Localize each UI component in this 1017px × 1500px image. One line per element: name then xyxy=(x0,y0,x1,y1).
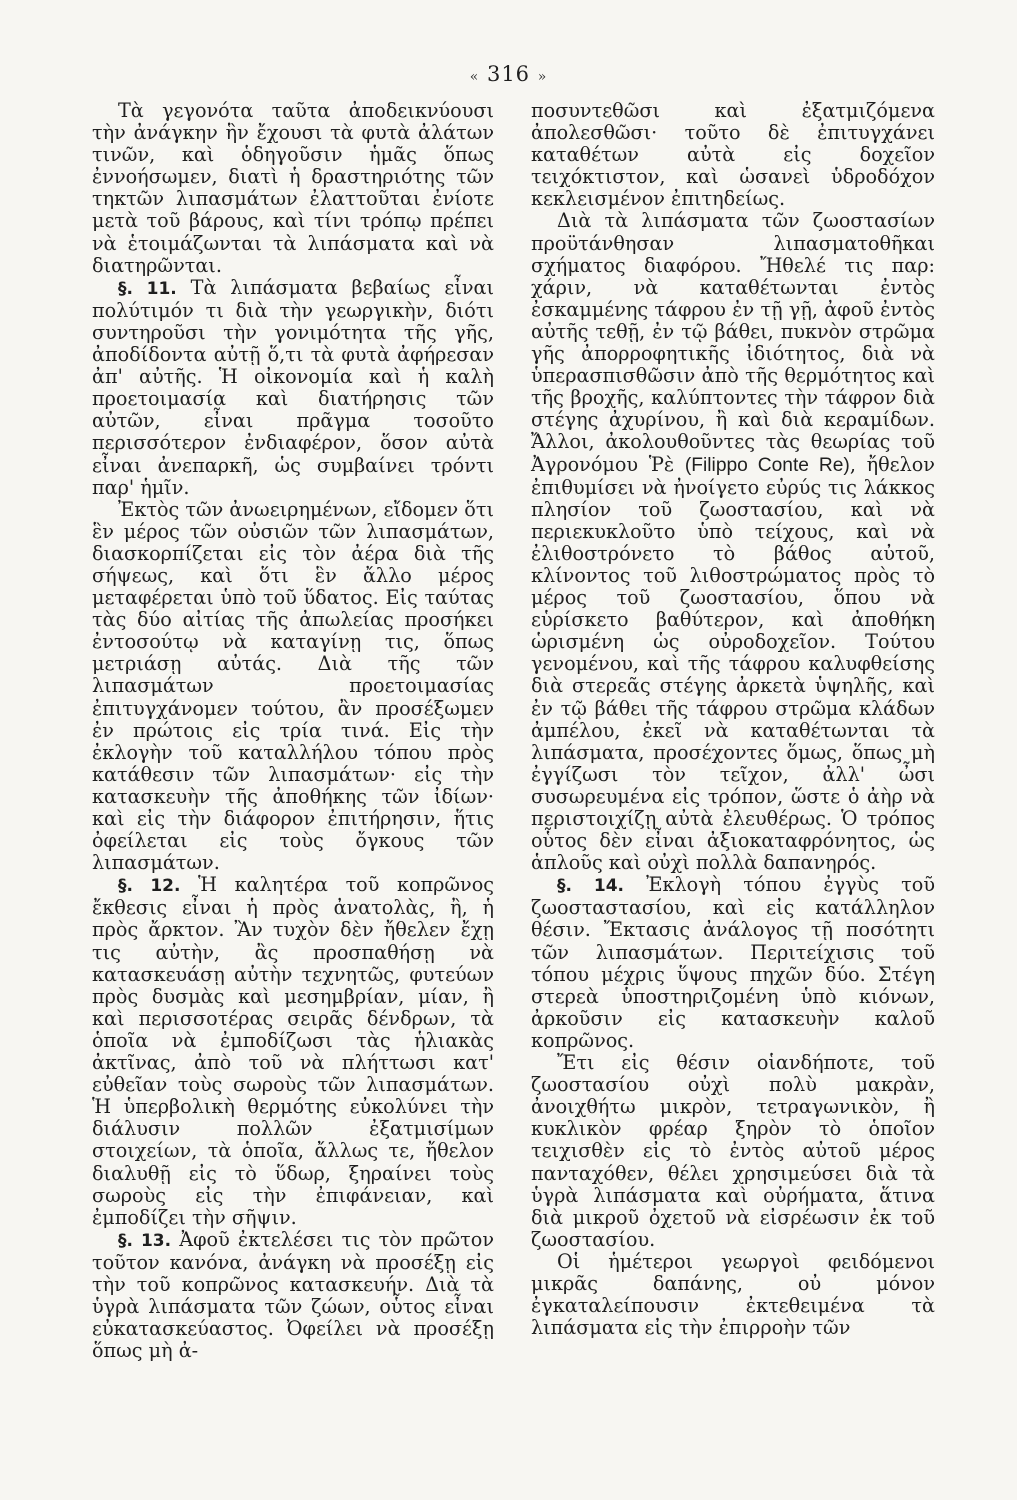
manure-pits-text-b: , ἤθελον ἐπιθυμίσει νὰ ἠνοίγετο εὐρύς τις λάκκος πλησίον τοῦ ζωοστασίου, καὶ νὰ περιεκυκλοῦτο ὑπὸ τείχους, καὶ νὰ ἐλιθοστρόνετο τὸ βάθος αὐτοῦ, κλίνοντος τοῦ λιθοστρώματος πρὸς τὸ μέρος τοῦ ζωοστασίου, ὅπου νὰ εὑρίσκετο βαθύτερον, καὶ ἀποθήκη ὡρισμένη ὡς οὐροδοχεῖον. Τούτου γενομένου, καὶ τῆς τάφρου καλυφθείσης διὰ στερεᾶς στέγης ἀρκετὰ ὑψηλῆς, καὶ ἐν τῷ βάθει τῆς τάφρου στρῶμα κλάδων ἀμπέλου, ἐκεῖ νὰ καταθέτωνται τὰ λιπάσματα, προσέχοντες ὅμως, ὅπως μὴ ἐγγίζωσι τὸν τεῖχον, ἀλλ' ὦσι συσωρευμένα εἰς τρόπον, ὥστε ὁ ἀὴρ νὰ περιστοιχίζῃ αὐτὰ ἐλευθέρως. Ὁ τρόπος οὗτος δὲν εἶναι ἀξιοκαταφρόνητος, ὡς ἁπλοῦς καὶ οὐχὶ πολλὰ δαπανηρός. xyxy=(531,452,935,875)
section-14 xyxy=(531,874,935,1052)
paragraph-manure-pits xyxy=(531,210,935,874)
section-14-number: §. 14. xyxy=(557,876,625,897)
section-12-number: §. 12. xyxy=(118,876,181,897)
manure-pits-text-a: Διὰ τὰ λιπάσματα τῶν ζωοστασίων προϋτάνθησαν λιπασματοθῆκαι σχήματος διαφόρου. Ἤθελέ τις παρ: χάριν, νὰ καταθέτωνται ἐντὸς ἐσκαμμένης τάφρου ἐν τῇ γῇ, ἀφοῦ ἐντὸς αὐτῆς τεθῇ, ἐν τῷ βάθει, πυκνὸν στρῶμα γῆς ἀπορροφητικῆς ἰδιότητος, διὰ νὰ ὑπερασπισθῶσιν ἀπὸ τῆς θερμότητος καὶ τῆς βροχῆς, καλύπτοντες τὴν τάφρον διὰ στέγης ἀχυρίνου, ἢ καὶ διὰ κεραμίδων. Ἄλλοι, ἀκολουθοῦντες τὰς θεωρίας τοῦ Ἀγρονόμου Ῥὲ xyxy=(531,209,935,476)
paragraph-farmers: Οἱ ἡμέτεροι γεωργοὶ φειδόμενοι μικρᾶς δαπάνης, οὐ μόνον ἐγκαταλείπουσιν ἐκτεθειμένα τὰ λιπάσματα εἰς τὴν ἐπιρροὴν τῶν xyxy=(531,1249,935,1340)
section-14-text: Ἐκλογὴ τόπου ἐγγὺς τοῦ ζωοσταστασίου, καὶ εἰς κατάλληλον θέσιν. Ἔκτασις ἀνάλογος τῇ ποσότητι τῶν λιπασμάτων. Περιτείχισις τοῦ τόπου μέχρις ὕψους πηχῶν δύο. Στέγη στερεὰ ὑποστηριζομένη ὑπὸ κιόνων, ἀρκοῦσιν εἰς κατασκευὴν καλοῦ κοπρῶνος. xyxy=(531,873,935,1052)
paragraph-losses: Ἐκτὸς τῶν ἀνωειρημένων, εἴδομεν ὅτι ἓν μέρος τῶν οὐσιῶν τῶν λιπασμάτων, διασκορπίζεται εἰς τὸν ἀέρα διὰ τῆς σήψεως, καὶ ὅτι ἓν ἄλλο μέρος μεταφέρεται ὑπὸ τοῦ ὕδατος. Εἰς ταύτας τὰς δύο αἰτίας τῆς ἀπωλείας προσήκει ἐντοσούτῳ νὰ καταγίνῃ τις, ὅπως μετριάσῃ αὐτάς. Διὰ τῆς τῶν λιπασμάτων προετοιμασίας ἐπιτυγχάνομεν τούτου, ἂν προσέξωμεν ἐν πρώτοις εἰς τρία τινά. Εἰς τὴν ἐκλογὴν τοῦ καταλλήλου τόπου πρὸς κατάθεσιν τῶν λιπασμάτων· εἰς τὴν κατασκευὴν τῆς ἀποθήκης τῶν ἰδίων· καὶ εἰς τὴν διάφορον ἐπιτήρησιν, ἥτις ὀφείλεται εἰς τοὺς ὄγκους τῶν λιπασμάτων. xyxy=(92,497,494,875)
section-11-number: §. 11. xyxy=(118,278,177,299)
left-column xyxy=(92,100,494,1362)
section-11-text: Τὰ λιπάσματα βεβαίως εἶναι πολύτιμόν τι διὰ τὴν γεωργικὴν, διότι συντηροῦσι τὴν γονιμότητα τῆς γῆς, ἀποδίδοντα αὐτῇ ὅ,τι τὰ φυτὰ ἀφήρεσαν ἀπ' αὐτῆς. Ἡ οἰκονομία καὶ ἡ καλὴ προετοιμασία καὶ διατήρησις τῶν αὐτῶν, εἶναι πρᾶγμα τοσοῦτο περισσότερον ἐνδιαφέρον, ὅσον αὐτὰ εἶναι ἀνεπαρκῆ, ὡς συμβαίνει τρόντι παρ' ἡμῖν. xyxy=(92,275,494,499)
header-ornament-right: » xyxy=(537,69,548,85)
latin-name: (Filippo Conte Re) xyxy=(684,454,850,476)
right-column xyxy=(531,100,935,1339)
section-13-text: Ἀφοῦ ἐκτελέσει τις τὸν πρῶτον τοῦτον κανόνα, ἀνάγκη νὰ προσέξῃ εἰς τὴν τοῦ κοπρῶνος κατασκευήν. Διὰ τὰ ὑγρὰ λιπάσματα τῶν ζώων, οὗτος εἶναι εὐκατασκεύαστος. Ὀφείλει νὰ προσέξῃ ὅπως μὴ ἀ- xyxy=(92,1227,494,1363)
header-ornament-left: « xyxy=(469,69,480,85)
section-13-number: §. 13. xyxy=(118,1230,172,1251)
section-12 xyxy=(92,874,494,1229)
page-number: 316 xyxy=(486,62,531,86)
page-header xyxy=(0,62,1017,86)
paragraph-intro: Τὰ γεγονότα ταῦτα ἀποδεικνύουσι τὴν ἀνάγκην ἣν ἔχουσι τὰ φυτὰ ἀλάτων τινῶν, καὶ ὁδηγοῦσιν ἡμᾶς ὅπως ἐννοήσωμεν, διατὶ ἡ δραστηριότης τῶν τηκτῶν λιπασμάτων ἐλαττοῦται ἐνίοτε μετὰ τοῦ βάρους, καὶ τίνι τρόπῳ πρέπει νὰ ἑτοιμάζωνται τὰ λιπάσματα καὶ νὰ διατηρῶνται. xyxy=(92,99,494,277)
section-11 xyxy=(92,277,494,499)
section-12-text: Ἡ καλητέρα τοῦ κοπρῶνος ἔκθεσις εἶναι ἡ πρὸς ἀνατολὰς, ἢ, ἡ πρὸς ἄρκτον. Ἂν τυχὸν δὲν ἤθελεν ἔχῃ τις αὐτὴν, ἂς προσπαθήσῃ νὰ κατασκευάσῃ αὐτὴν τεχνητῶς, φυτεύων πρὸς δυσμὰς καὶ μεσημβρίαν, μίαν, ἢ καὶ περισσοτέρας σειρᾶς δένδρων, τὰ ὁποῖα νὰ ἐμποδίζωσι τὰς ἡλιακὰς ἀκτῖνας, ἀπὸ τοῦ νὰ πλήττωσι κατ' εὐθεῖαν τοὺς σωροὺς τῶν λιπασμάτων. Ἡ ὑπερβολικὴ θερμότης εὐκολύνει τὴν διάλυσιν πολλῶν ἐξατμισίμων στοιχείων, τὰ ὁποῖα, ἄλλως τε, ἤθελον διαλυθῇ εἰς τὸ ὕδωρ, ξηραίνει τοὺς σωροὺς εἰς τὴν ἐπιφάνειαν, καὶ ἐμποδίζει τὴν σῆψιν. xyxy=(92,873,494,1229)
paragraph-well: Ἔτι εἰς θέσιν οἱανδήποτε, τοῦ ζωοστασίου οὐχὶ πολὺ μακρὰν, ἀνοιχθήτω μικρὸν, τετραγωνικὸν, ἢ κυκλικὸν φρέαρ ξηρὸν τὸ ὁποῖον τειχισθὲν εἰς τὸ ἐντὸς αὐτοῦ μέρος πανταχόθεν, θέλει χρησιμεύσει διὰ τὰ ὑγρὰ λιπάσματα καὶ οὐρήματα, ἅτινα διὰ μικροῦ ὀχετοῦ νὰ εἰσρέωσιν ἐκ τοῦ ζωοστασίου. xyxy=(531,1051,935,1251)
section-13 xyxy=(92,1229,494,1363)
paragraph-continuation: ποσυντεθῶσι καὶ ἐξατμιζόμενα ἀπολεσθῶσι· τοῦτο δὲ ἐπιτυγχάνει καταθέτων αὐτὰ εἰς δοχεῖον τειχόκτιστον, καὶ ὡσανεὶ ὑδροδόχον κεκλεισμένον ἐπιτηδείως. xyxy=(531,99,935,211)
